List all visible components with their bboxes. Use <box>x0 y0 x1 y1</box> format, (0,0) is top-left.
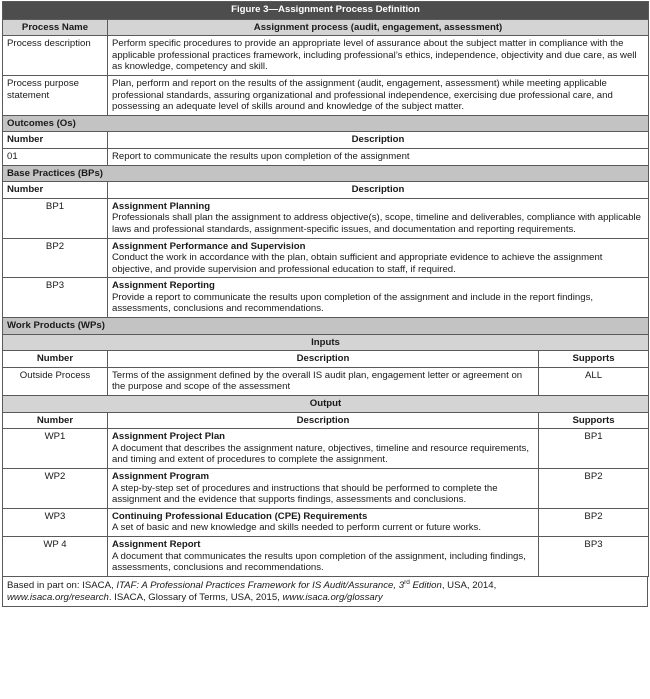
wp-number: WP 4 <box>3 536 108 576</box>
wp-number: WP3 <box>3 508 108 536</box>
bp-text: Conduct the work in accordance with the plan, obtain sufficient and appropriate evidence to achieve the assignment objective, and provide supervision and professional education to staff, if required. <box>112 252 603 275</box>
source-sup: rd <box>404 578 410 586</box>
figure-3 <box>2 1 648 607</box>
bp-description <box>108 238 649 278</box>
process-description-row <box>3 36 649 76</box>
bp-col-description: Description <box>108 182 649 199</box>
wp-text: A step-by-step set of procedures and instructions that should be performed to complete the assignment and the evidence that supports findings, assessments and conclusions. <box>112 482 498 506</box>
table-row <box>3 198 649 238</box>
table-row <box>3 508 649 536</box>
wp-supports: BP2 <box>539 469 649 509</box>
inputs-col-supports: Supports <box>539 351 649 368</box>
outcome-description: Report to communicate the results upon completion of the assignment <box>108 148 649 165</box>
table-row <box>3 469 649 509</box>
source-url-research[interactable]: www.isaca.org/research <box>7 591 109 603</box>
work-products-table <box>2 334 649 577</box>
bp-col-number: Number <box>3 182 108 199</box>
bp-number: BP2 <box>3 238 108 278</box>
outcomes-col-number: Number <box>3 132 108 149</box>
wp-supports: BP3 <box>539 536 649 576</box>
bp-text: Professionals shall plan the assignment to address objective(s), scope, timeline and deliverables, compliance with applicable laws and professional standards, assignment-specific issues, and documentation and reporting requirements. <box>112 212 642 235</box>
output-col-number: Number <box>3 412 108 429</box>
wp-text: A set of basic and new knowledge and skills needed to perform current or future works. <box>112 522 482 534</box>
process-purpose-label: Process purpose statement <box>3 75 108 115</box>
figure-title: Figure 3—Assignment Process Definition <box>3 2 649 20</box>
source-mid: , USA, 2014, <box>441 579 497 591</box>
wp-number: WP1 <box>3 429 108 469</box>
source-prefix: Based in part on: ISACA, <box>7 579 117 591</box>
output-col-description: Description <box>108 412 539 429</box>
wp-title: Continuing Professional Education (CPE) Requirements <box>112 510 368 522</box>
outcomes-section-header: Outcomes (Os) <box>3 115 649 132</box>
source-italic-title: ITAF: A Professional Practices Framework for IS Audit/Assurance, 3 <box>116 579 405 591</box>
table-row <box>3 367 649 395</box>
bp-description <box>108 278 649 318</box>
wp-description <box>108 469 539 509</box>
wp-title: Assignment Program <box>112 471 210 482</box>
output-col-supports: Supports <box>539 412 649 429</box>
inputs-col-description: Description <box>108 351 539 368</box>
wp-title: Assignment Project Plan <box>112 431 226 443</box>
wp-description <box>108 429 539 469</box>
process-description-value: Perform specific procedures to provide an appropriate level of assurance about the subject matter in compliance with the applicable professional practices framework, including professional’s ethics, independence, objectivity and due care, as well as knowledge, competency and skill. <box>108 36 649 76</box>
wp-text: A document that communicates the results upon completion of the assignment, including findings, assessments, conclusions and recommendations. <box>112 550 526 574</box>
wp-title: Assignment Report <box>112 538 201 550</box>
outcome-number: 01 <box>3 148 108 165</box>
outcomes-col-description: Description <box>108 132 649 149</box>
wp-description <box>108 508 539 536</box>
source-italic-edition: Edition <box>409 579 442 591</box>
table-row <box>3 536 649 576</box>
bp-text: Provide a report to communicate the results upon completion of the assignment and include in the report findings, assessments, conclusions and recommendations. <box>112 291 594 315</box>
wp-supports: BP1 <box>539 429 649 469</box>
bp-number: BP1 <box>3 198 108 238</box>
bp-title: Assignment Performance and Supervision <box>112 240 306 252</box>
output-header: Output <box>3 396 649 413</box>
process-name-value: Assignment process (audit, engagement, assessment) <box>108 19 649 36</box>
table-row <box>3 148 649 165</box>
inputs-header: Inputs <box>3 334 649 351</box>
bp-description <box>108 198 649 238</box>
input-supports: ALL <box>539 367 649 395</box>
bp-title: Assignment Planning <box>112 200 211 212</box>
input-number: Outside Process <box>3 367 108 395</box>
bp-number: BP3 <box>3 278 108 318</box>
wp-number: WP2 <box>3 469 108 509</box>
work-products-section-header: Work Products (WPs) <box>3 318 649 335</box>
table-row <box>3 429 649 469</box>
table-row <box>3 238 649 278</box>
table-row <box>3 278 649 318</box>
process-description-label: Process description <box>3 36 108 76</box>
process-purpose-value: Plan, perform and report on the results of the assignment (audit, engagement, assessment) while meeting applicable professional standards, assuring organizational and professional independence, exercising due professional care, and possessing an adequate level of skills around and knowledge of the subject matter. <box>108 75 649 115</box>
input-description: Terms of the assignment defined by the overall IS audit plan, engagement letter or agreement on the purpose and scope of the assessment <box>108 367 539 395</box>
process-name-label: Process Name <box>3 19 108 36</box>
source-mid2: . ISACA, Glossary of Terms, USA, 2015, <box>108 591 283 603</box>
inputs-col-number: Number <box>3 351 108 368</box>
source-note <box>2 577 648 607</box>
source-url-glossary[interactable]: www.isaca.org/glossary <box>282 591 383 603</box>
wp-description <box>108 536 539 576</box>
top-table <box>2 1 649 335</box>
base-practices-section-header: Base Practices (BPs) <box>3 165 649 182</box>
process-purpose-row <box>3 75 649 115</box>
bp-title: Assignment Reporting <box>112 280 215 292</box>
wp-text: A document that describes the assignment nature, objectives, timeline and resource requirements, and timing and extent of procedures to complete the assignment. <box>112 442 530 466</box>
wp-supports: BP2 <box>539 508 649 536</box>
